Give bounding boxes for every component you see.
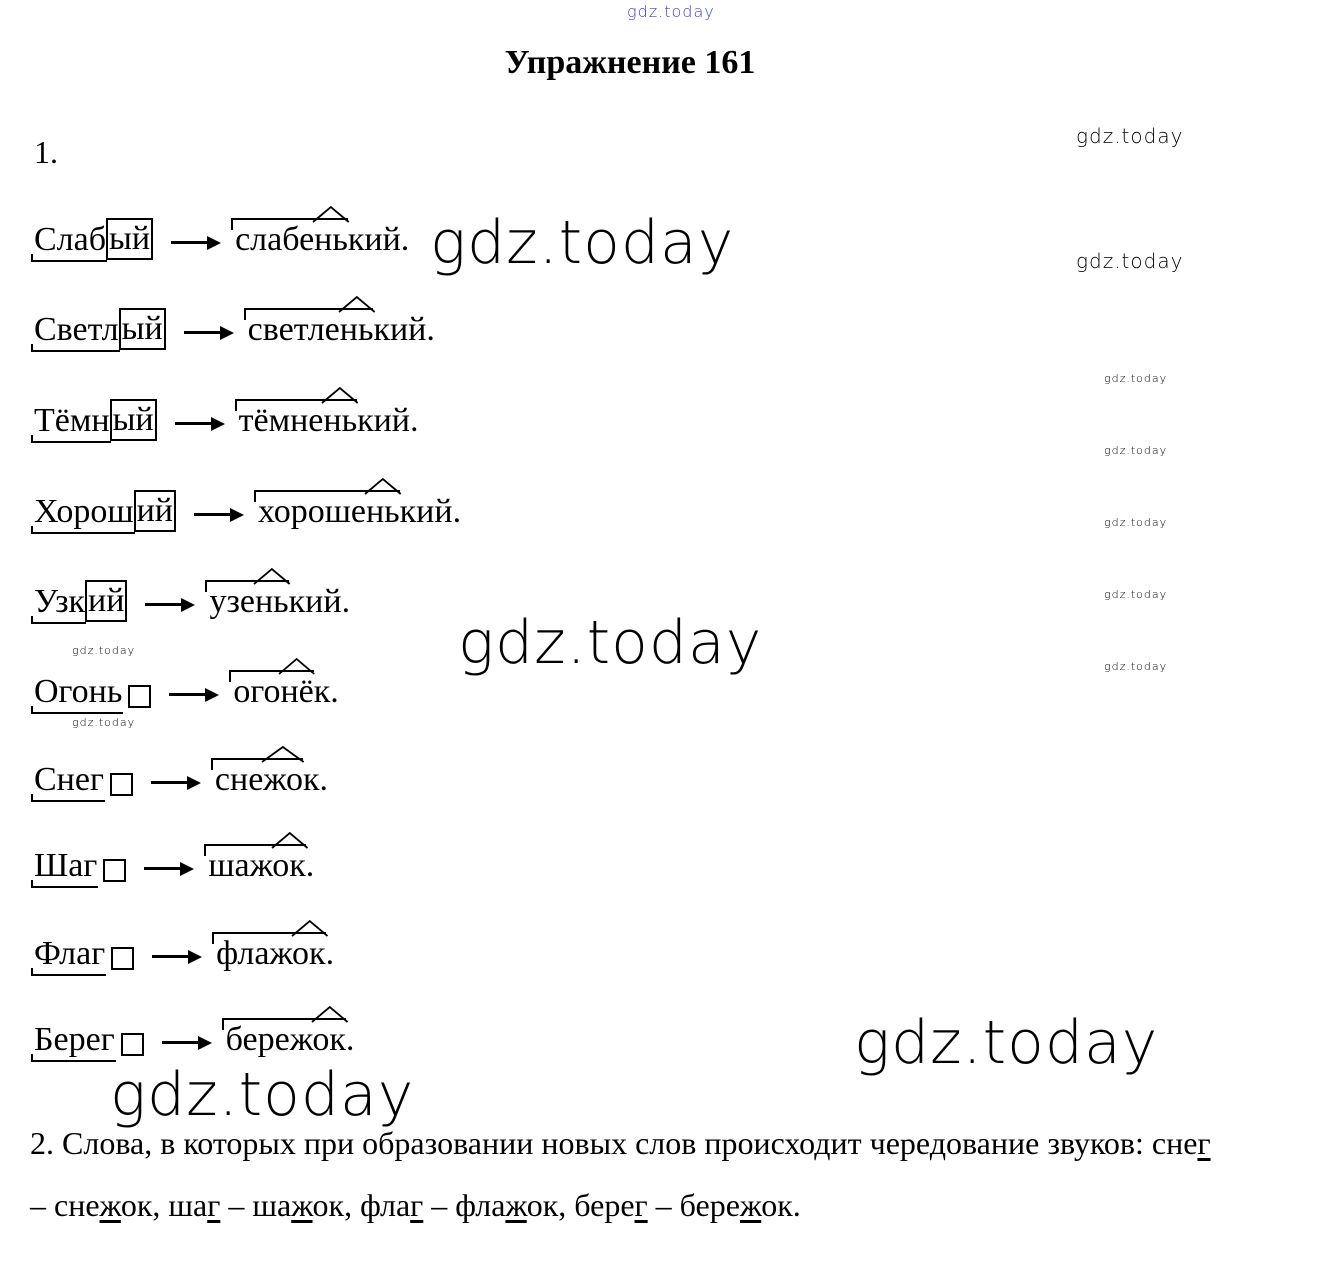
- word-part: фла: [455, 1187, 506, 1223]
- formation-row: [34, 750, 328, 810]
- stem-underline: [31, 616, 86, 624]
- arrow-right-icon: [194, 508, 244, 520]
- word-part: ок: [120, 1187, 153, 1223]
- alternating-sound: г: [410, 1187, 424, 1223]
- source-root: Шаг: [34, 847, 98, 884]
- formation-row: [34, 482, 461, 542]
- source-word: [34, 662, 151, 722]
- derived-word-text: бережок: [225, 1021, 346, 1058]
- watermark-text: gdz.today: [1104, 516, 1168, 529]
- alternation-pair: [566, 1187, 801, 1223]
- watermark-text: gdz.today: [1104, 588, 1168, 601]
- stem-underline: [31, 435, 111, 443]
- page-title: Упражнение 161: [504, 44, 756, 81]
- dash: –: [431, 1187, 448, 1223]
- comma: ,: [152, 1187, 161, 1223]
- alternating-sound: г: [1197, 1125, 1211, 1161]
- alternating-sound: ж: [505, 1187, 527, 1223]
- derived-word: [233, 662, 338, 722]
- word-part: ок: [761, 1187, 793, 1223]
- arrow-right-icon: [171, 236, 221, 248]
- word-part: бере: [574, 1187, 635, 1223]
- punctuation: .: [341, 583, 351, 620]
- zero-ending-box: [103, 859, 126, 882]
- section-2-text: [30, 1112, 1230, 1236]
- suffix-arc: [364, 476, 402, 496]
- dash: –: [655, 1187, 672, 1223]
- source-word: [34, 391, 157, 451]
- word-part: сне: [1151, 1125, 1198, 1161]
- derived-word-text: слабенький: [235, 221, 401, 258]
- zero-ending-box: [110, 773, 133, 796]
- watermark-text: gdz.today: [1104, 660, 1168, 673]
- source-word: [34, 924, 134, 984]
- alternating-sound: г: [634, 1187, 648, 1223]
- derived-word: [215, 750, 328, 810]
- watermark-text: gdz.today: [458, 608, 763, 678]
- source-word: [34, 210, 153, 270]
- derived-word-text: узенький: [209, 583, 342, 620]
- alternating-sound: ж: [291, 1187, 313, 1223]
- alternating-sound: ж: [99, 1187, 121, 1223]
- source-word: [34, 300, 166, 360]
- source-word: [34, 482, 176, 542]
- derived-word-text: хорошенький: [257, 493, 453, 530]
- stem-underline: [31, 526, 135, 534]
- ending-box: ий: [85, 580, 127, 622]
- word-part: ок: [312, 1187, 345, 1223]
- ending-box: ий: [134, 490, 176, 532]
- arrow-right-icon: [162, 1036, 212, 1048]
- source-root: Хорош: [34, 493, 134, 530]
- punctuation: .: [345, 1021, 355, 1058]
- suffix-arc: [253, 566, 291, 586]
- watermark-text: gdz.today: [854, 1008, 1159, 1078]
- source-root: Светл: [34, 311, 119, 348]
- source-root: Берег: [34, 1021, 115, 1058]
- formation-row: [34, 391, 419, 451]
- derived-word: [208, 836, 314, 896]
- punctuation: .: [319, 761, 328, 798]
- word-part: ша: [168, 1187, 208, 1223]
- ending-box: ый: [119, 308, 166, 350]
- arrow-right-icon: [145, 598, 195, 610]
- watermark-text: gdz.today: [72, 644, 136, 657]
- arrow-right-icon: [184, 326, 234, 338]
- watermark-text: gdz.today: [430, 208, 735, 278]
- suffix-arc: [278, 656, 315, 676]
- derived-word: [216, 924, 334, 984]
- derived-word-text: светленький: [247, 311, 427, 348]
- suffix-arc: [312, 204, 350, 224]
- derived-word-text: снежок: [214, 761, 320, 798]
- stem-underline: [31, 968, 106, 976]
- derived-word: [235, 210, 409, 270]
- derived-word: [239, 391, 419, 451]
- word-part: ша: [252, 1187, 292, 1223]
- source-word: [34, 836, 126, 896]
- dash: –: [30, 1187, 46, 1223]
- source-root: Узк: [34, 583, 86, 620]
- stem-underline: [31, 254, 107, 262]
- watermark-text: gdz.today: [1076, 124, 1184, 148]
- comma: ,: [344, 1187, 353, 1223]
- final-punct: .: [792, 1187, 801, 1223]
- watermark-text: gdz.today: [1104, 372, 1168, 385]
- formation-row: [34, 300, 435, 360]
- alternating-sound: г: [207, 1187, 221, 1223]
- derived-word: [209, 572, 350, 632]
- watermark-text: gdz.today: [72, 716, 136, 729]
- suffix-arc: [338, 294, 376, 314]
- stem-underline: [31, 880, 98, 888]
- source-word: [34, 572, 127, 632]
- source-root: Снег: [34, 761, 104, 798]
- section-2-intro: 2. Слова, в которых при образовании новых слов происходит чередование звуков:: [30, 1125, 1144, 1161]
- word-part: ок: [526, 1187, 559, 1223]
- punctuation: .: [452, 493, 462, 530]
- source-root: Флаг: [34, 935, 106, 972]
- dash: –: [228, 1187, 245, 1223]
- zero-ending-box: [121, 1033, 144, 1056]
- source-root: Огонь: [34, 673, 123, 710]
- punctuation: .: [426, 311, 435, 348]
- word-part: сне: [54, 1187, 100, 1223]
- formation-row: [34, 836, 314, 896]
- arrow-right-icon: [169, 688, 219, 700]
- arrow-right-icon: [144, 862, 194, 874]
- punctuation: .: [410, 402, 419, 439]
- derived-word: [258, 482, 461, 542]
- punctuation: .: [400, 221, 410, 258]
- punctuation: .: [325, 935, 335, 972]
- alternation-pair: [160, 1187, 352, 1223]
- watermark-text: gdz.today: [1076, 249, 1184, 273]
- suffix-arc: [321, 385, 359, 405]
- source-word: [34, 750, 133, 810]
- stem-underline: [31, 1054, 116, 1062]
- suffix-arc: [291, 918, 329, 938]
- comma: ,: [558, 1187, 567, 1223]
- stem-underline: [31, 344, 120, 352]
- punctuation: .: [330, 673, 339, 710]
- word-part: фла: [360, 1187, 411, 1223]
- watermark-text: gdz.today: [110, 1060, 415, 1130]
- zero-ending-box: [111, 947, 134, 970]
- punctuation: .: [305, 847, 315, 884]
- formation-row: [34, 662, 339, 722]
- zero-ending-box: [128, 685, 151, 708]
- derived-word-text: тёмненький: [238, 402, 410, 439]
- derived-word-text: флажок: [216, 935, 326, 972]
- suffix-arc: [311, 1004, 349, 1024]
- section-1-label: 1.: [34, 134, 58, 170]
- formation-row: [34, 572, 350, 632]
- source-root: Слаб: [34, 221, 107, 258]
- stem-underline: [31, 706, 123, 714]
- formation-row: [34, 210, 409, 270]
- derived-word: [248, 300, 435, 360]
- arrow-right-icon: [151, 776, 201, 788]
- derived-word-text: огонёк: [233, 673, 331, 710]
- ending-box: ый: [110, 399, 157, 441]
- word-part: бере: [679, 1187, 740, 1223]
- alternation-pair: [352, 1187, 566, 1223]
- suffix-arc: [261, 744, 305, 764]
- stem-underline: [31, 794, 105, 802]
- arrow-right-icon: [152, 950, 202, 962]
- derived-word-text: шажок: [208, 847, 306, 884]
- watermark-text: gdz.today: [1104, 444, 1168, 457]
- arrow-right-icon: [175, 417, 225, 429]
- suffix-arc: [271, 830, 309, 850]
- watermark-text: gdz.today: [627, 2, 715, 21]
- source-root: Тёмн: [34, 402, 110, 439]
- ending-box: ый: [106, 218, 153, 260]
- alternating-sound: ж: [739, 1187, 762, 1223]
- formation-row: [34, 924, 334, 984]
